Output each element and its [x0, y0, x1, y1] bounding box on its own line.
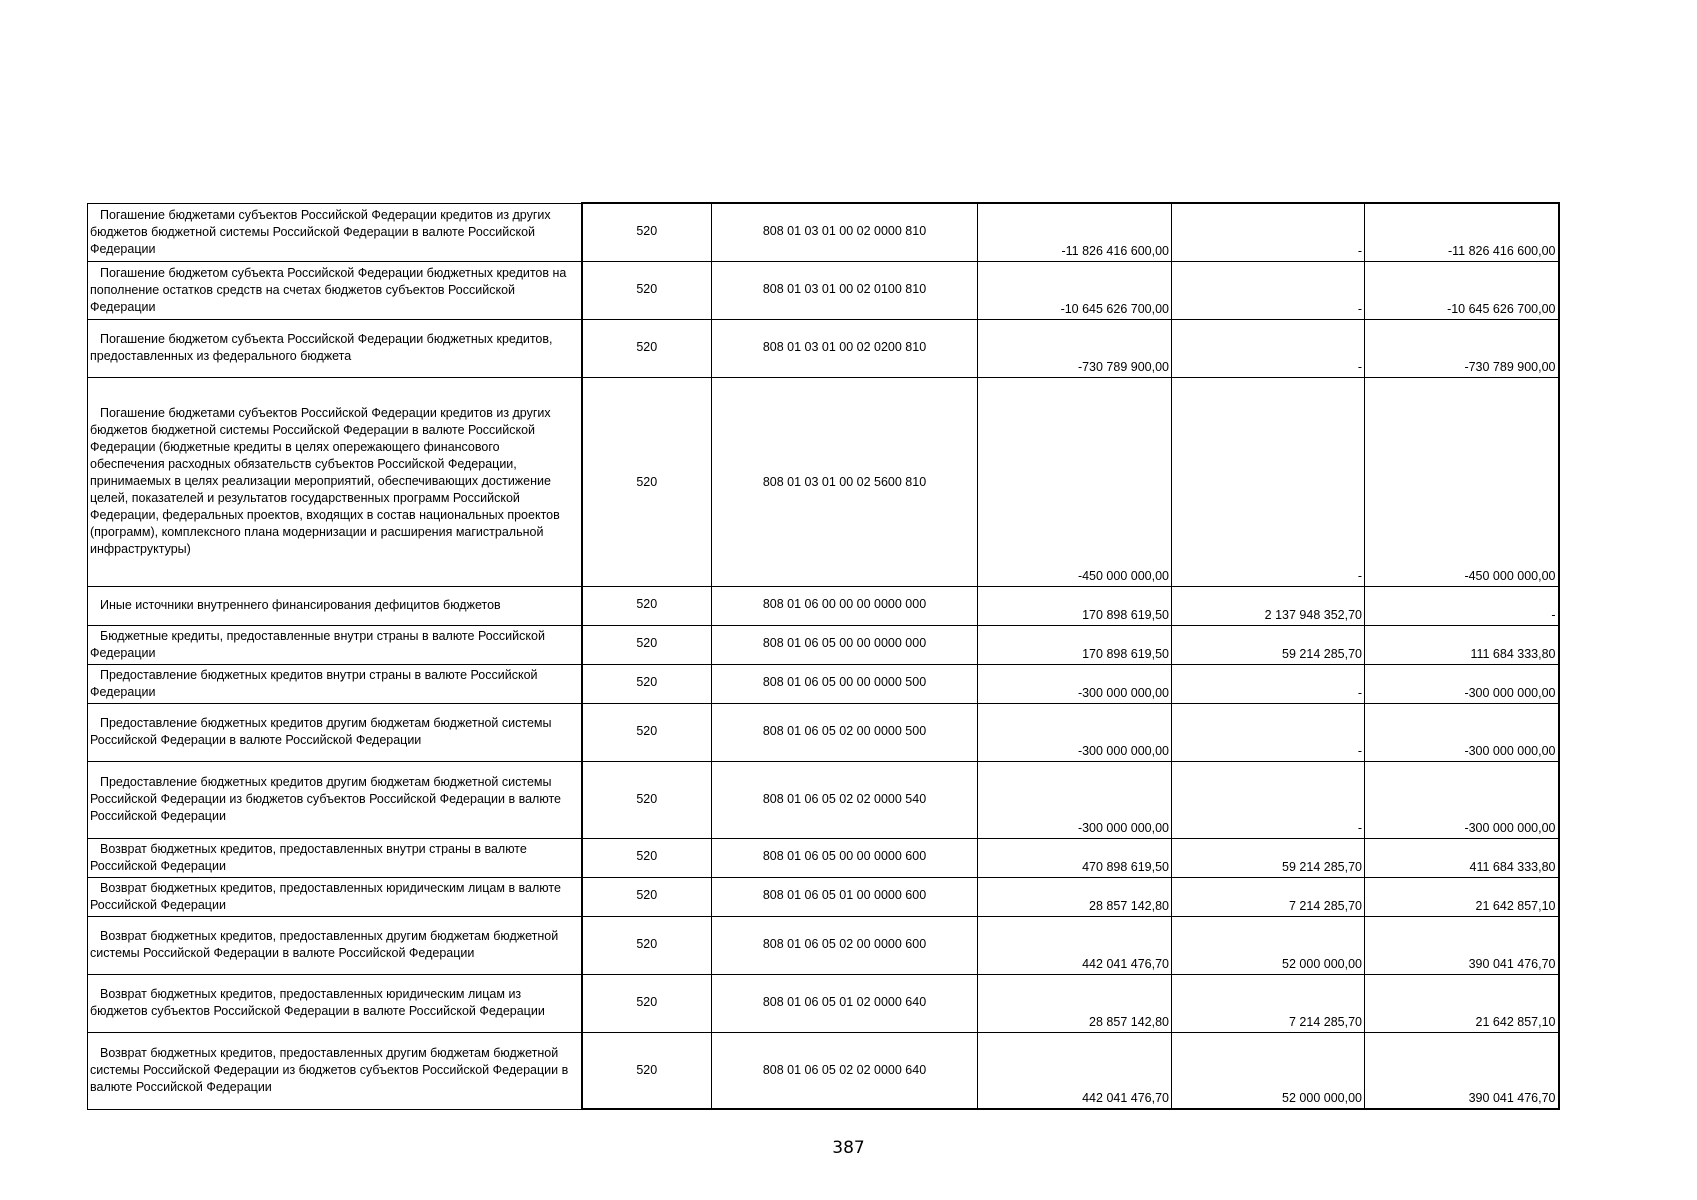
row-name: Иные источники внутреннего финансирования дефицитов бюджетов [88, 586, 582, 625]
table-row [88, 916, 1559, 974]
approved-amount: -300 000 000,00 [978, 761, 1172, 838]
unexecuted-amount: -730 789 900,00 [1365, 319, 1559, 377]
unexecuted-amount: -450 000 000,00 [1365, 377, 1559, 586]
source-code: 808 01 06 05 00 00 0000 600 [712, 838, 978, 877]
approved-amount: -300 000 000,00 [978, 703, 1172, 761]
executed-amount: - [1172, 319, 1365, 377]
line-code: 520 [582, 203, 712, 261]
approved-amount: 28 857 142,80 [978, 877, 1172, 916]
table-row [88, 761, 1559, 838]
line-code: 520 [582, 625, 712, 664]
source-code: 808 01 06 05 02 00 0000 600 [712, 916, 978, 974]
line-code: 520 [582, 1032, 712, 1109]
line-code: 520 [582, 877, 712, 916]
executed-amount: - [1172, 761, 1365, 838]
table-row [88, 319, 1559, 377]
unexecuted-amount: -300 000 000,00 [1365, 664, 1559, 703]
table-row [88, 377, 1559, 586]
approved-amount: 170 898 619,50 [978, 586, 1172, 625]
line-code: 520 [582, 261, 712, 319]
table-row [88, 838, 1559, 877]
row-name: Погашение бюджетом субъекта Российской Федерации бюджетных кредитов, предоставленных из федерального бюджета [88, 319, 582, 377]
source-code: 808 01 03 01 00 02 0000 810 [712, 203, 978, 261]
source-code: 808 01 03 01 00 02 5600 810 [712, 377, 978, 586]
source-code: 808 01 03 01 00 02 0100 810 [712, 261, 978, 319]
page-number: 387 [832, 1138, 865, 1158]
executed-amount: 7 214 285,70 [1172, 877, 1365, 916]
line-code: 520 [582, 377, 712, 586]
unexecuted-amount: -10 645 626 700,00 [1365, 261, 1559, 319]
approved-amount: 442 041 476,70 [978, 1032, 1172, 1109]
executed-amount: - [1172, 203, 1365, 261]
approved-amount: 442 041 476,70 [978, 916, 1172, 974]
source-code: 808 01 06 05 02 02 0000 540 [712, 761, 978, 838]
unexecuted-amount: 111 684 333,80 [1365, 625, 1559, 664]
executed-amount: 2 137 948 352,70 [1172, 586, 1365, 625]
unexecuted-amount: 411 684 333,80 [1365, 838, 1559, 877]
approved-amount: 28 857 142,80 [978, 974, 1172, 1032]
unexecuted-amount: 21 642 857,10 [1365, 974, 1559, 1032]
line-code: 520 [582, 916, 712, 974]
unexecuted-amount: 390 041 476,70 [1365, 916, 1559, 974]
row-name: Возврат бюджетных кредитов, предоставленных другим бюджетам бюджетной системы Российской Федерации в валюте Российской Федерации [88, 916, 582, 974]
row-name: Возврат бюджетных кредитов, предоставленных внутри страны в валюте Российской Федерации [88, 838, 582, 877]
source-code: 808 01 06 05 01 02 0000 640 [712, 974, 978, 1032]
row-name: Погашение бюджетами субъектов Российской Федерации кредитов из других бюджетов бюджетной системы Российской Федерации в валюте Российской Федерации [88, 203, 582, 261]
row-name: Бюджетные кредиты, предоставленные внутри страны в валюте Российской Федерации [88, 625, 582, 664]
line-code: 520 [582, 761, 712, 838]
table-row [88, 203, 1559, 261]
table-row [88, 1032, 1559, 1109]
row-name: Возврат бюджетных кредитов, предоставленных юридическим лицам из бюджетов субъектов Российской Федерации в валюте Российской Федерации [88, 974, 582, 1032]
line-code: 520 [582, 319, 712, 377]
executed-amount: - [1172, 703, 1365, 761]
approved-amount: 470 898 619,50 [978, 838, 1172, 877]
executed-amount: 52 000 000,00 [1172, 1032, 1365, 1109]
unexecuted-amount: 390 041 476,70 [1365, 1032, 1559, 1109]
approved-amount: -450 000 000,00 [978, 377, 1172, 586]
unexecuted-amount: -300 000 000,00 [1365, 761, 1559, 838]
approved-amount: 170 898 619,50 [978, 625, 1172, 664]
row-name: Возврат бюджетных кредитов, предоставленных юридическим лицам в валюте Российской Федерации [88, 877, 582, 916]
line-code: 520 [582, 974, 712, 1032]
approved-amount: -300 000 000,00 [978, 664, 1172, 703]
row-name: Погашение бюджетами субъектов Российской Федерации кредитов из других бюджетов бюджетной системы Российской Федерации в валюте Российской Федерации (бюджетные кредиты в целях опережающего финансового обеспечения расходных обязательств субъектов Российской Федерации, принимаемых в целях реализации мероприятий, обеспечивающих достижение целей, показателей и результатов государственных программ Российской Федерации, федеральных проектов, входящих в состав национальных проектов (программ), комплексного плана модернизации и расширения магистральной инфраструктуры) [88, 377, 582, 586]
table-row [88, 877, 1559, 916]
row-name: Погашение бюджетом субъекта Российской Федерации бюджетных кредитов на пополнение остатков средств на счетах бюджетов субъектов Российской Федерации [88, 261, 582, 319]
table-row [88, 703, 1559, 761]
source-code: 808 01 03 01 00 02 0200 810 [712, 319, 978, 377]
table-row [88, 586, 1559, 625]
table-row [88, 974, 1559, 1032]
executed-amount: - [1172, 261, 1365, 319]
line-code: 520 [582, 586, 712, 625]
executed-amount: - [1172, 664, 1365, 703]
source-code: 808 01 06 05 02 00 0000 500 [712, 703, 978, 761]
source-code: 808 01 06 05 00 00 0000 000 [712, 625, 978, 664]
unexecuted-amount: -300 000 000,00 [1365, 703, 1559, 761]
source-code: 808 01 06 00 00 00 0000 000 [712, 586, 978, 625]
unexecuted-amount: -11 826 416 600,00 [1365, 203, 1559, 261]
approved-amount: -730 789 900,00 [978, 319, 1172, 377]
source-code: 808 01 06 05 02 02 0000 640 [712, 1032, 978, 1109]
executed-amount: - [1172, 377, 1365, 586]
approved-amount: -10 645 626 700,00 [978, 261, 1172, 319]
source-code: 808 01 06 05 01 00 0000 600 [712, 877, 978, 916]
approved-amount: -11 826 416 600,00 [978, 203, 1172, 261]
line-code: 520 [582, 703, 712, 761]
source-code: 808 01 06 05 00 00 0000 500 [712, 664, 978, 703]
row-name: Предоставление бюджетных кредитов другим бюджетам бюджетной системы Российской Федерации в валюте Российской Федерации [88, 703, 582, 761]
executed-amount: 59 214 285,70 [1172, 625, 1365, 664]
executed-amount: 52 000 000,00 [1172, 916, 1365, 974]
unexecuted-amount: 21 642 857,10 [1365, 877, 1559, 916]
row-name: Возврат бюджетных кредитов, предоставленных другим бюджетам бюджетной системы Российской Федерации из бюджетов субъектов Российской Федерации в валюте Российской Федерации [88, 1032, 582, 1109]
line-code: 520 [582, 838, 712, 877]
line-code: 520 [582, 664, 712, 703]
table-row [88, 261, 1559, 319]
row-name: Предоставление бюджетных кредитов внутри страны в валюте Российской Федерации [88, 664, 582, 703]
table-row [88, 664, 1559, 703]
budget-sources-table [87, 202, 1560, 1110]
executed-amount: 7 214 285,70 [1172, 974, 1365, 1032]
row-name: Предоставление бюджетных кредитов другим бюджетам бюджетной системы Российской Федерации из бюджетов субъектов Российской Федерации в валюте Российской Федерации [88, 761, 582, 838]
table-row [88, 625, 1559, 664]
executed-amount: 59 214 285,70 [1172, 838, 1365, 877]
unexecuted-amount: - [1365, 586, 1559, 625]
